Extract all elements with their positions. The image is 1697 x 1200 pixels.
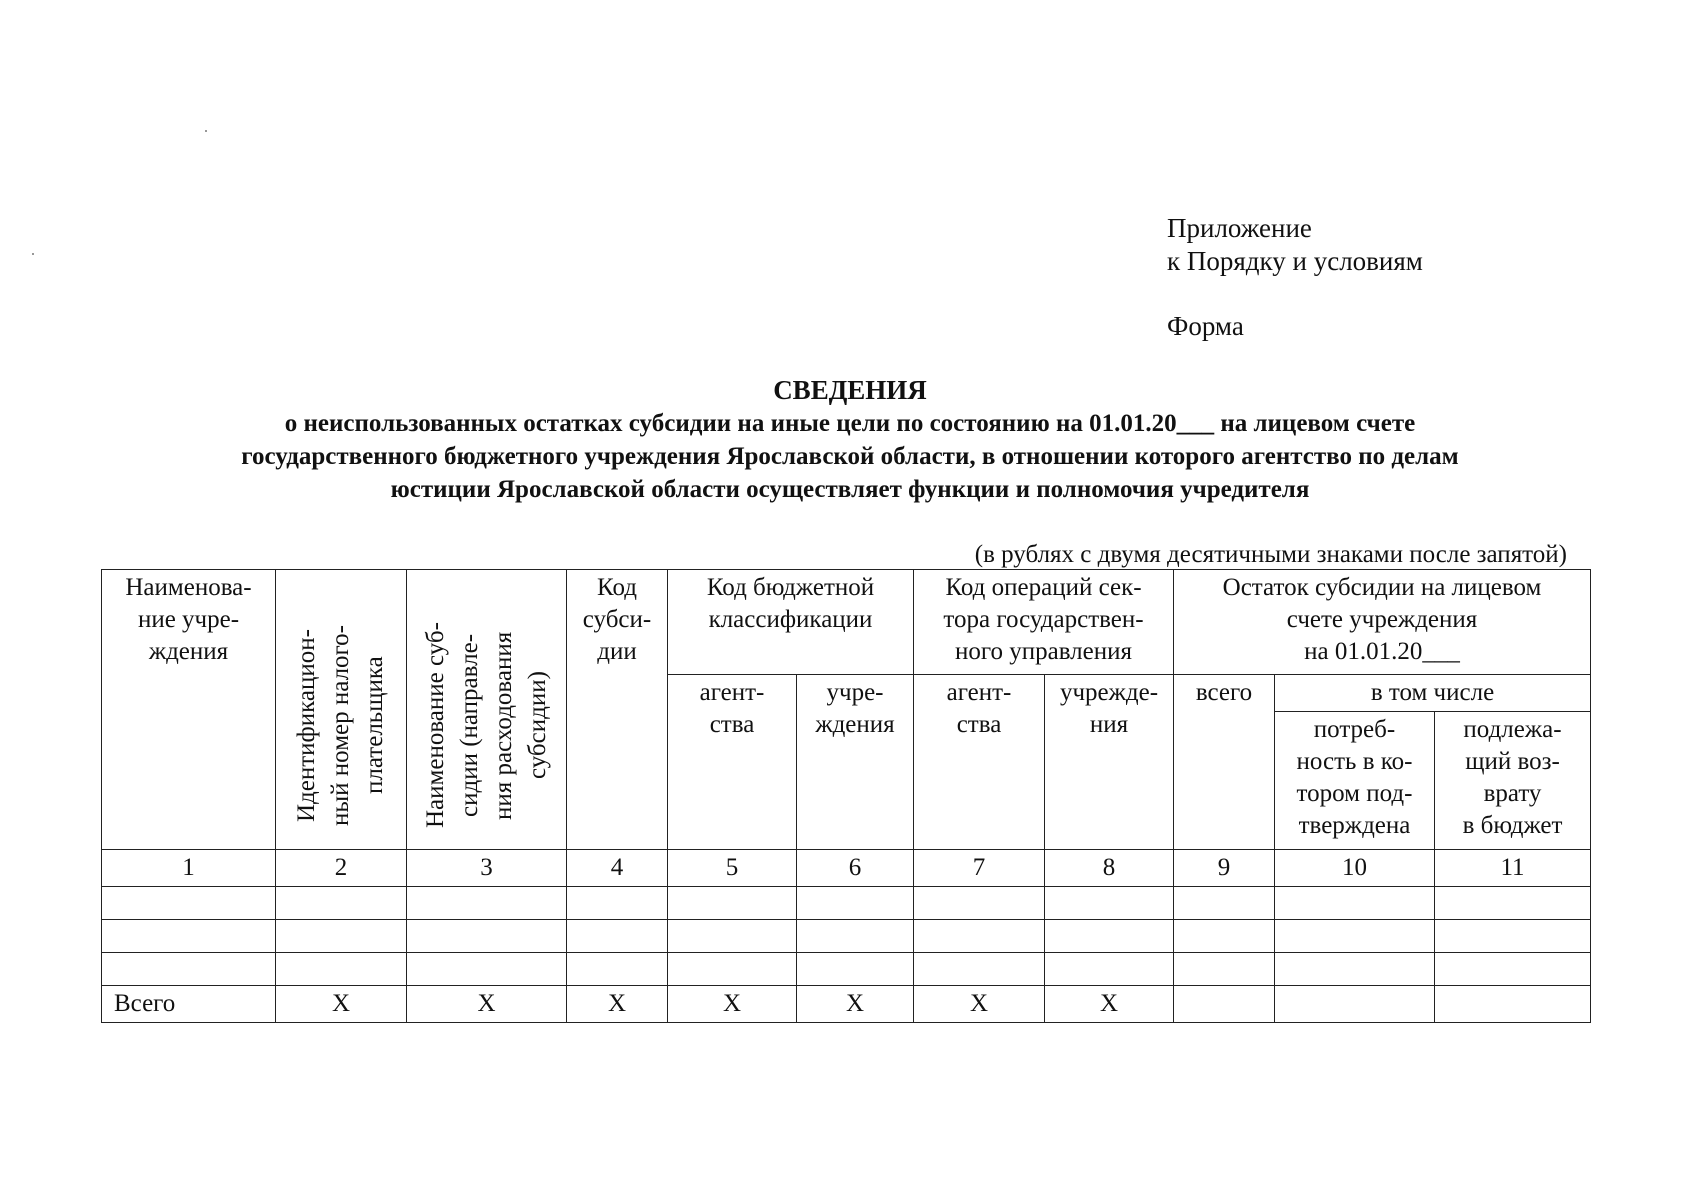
header-to-return: подлежа- щий воз- врату в бюджет xyxy=(1435,712,1591,850)
column-number: 5 xyxy=(668,850,797,887)
column-numbers-row xyxy=(102,850,1591,887)
table-row xyxy=(102,920,1591,953)
annex-title: Приложение xyxy=(1167,213,1312,243)
column-number: 9 xyxy=(1174,850,1275,887)
subsidy-balance-table xyxy=(101,569,1591,1023)
column-number: 8 xyxy=(1045,850,1174,887)
header-institution-name: Наименова- ние учре- ждения xyxy=(102,570,276,850)
total-cell xyxy=(1174,986,1275,1023)
header-budget-classification: Код бюджетной классификации xyxy=(668,570,914,675)
column-number: 2 xyxy=(276,850,407,887)
column-number: 11 xyxy=(1435,850,1591,887)
title-line-1: о неиспользованных остатках субсидии на иные цели по состоянию на 01.01.20___ на лицевом счете xyxy=(284,410,1416,437)
total-cell: Х xyxy=(567,986,668,1023)
total-cell xyxy=(1275,986,1435,1023)
table-row xyxy=(102,887,1591,920)
header-subsidy-code: Код субси- дии xyxy=(567,570,668,850)
units-note: (в рублях с двумя десятичными знаками после запятой) xyxy=(974,541,1567,568)
column-number: 7 xyxy=(914,850,1045,887)
header-subsidy-name-text: Наименование суб- сидии (направле- ния расходования субсидии) xyxy=(421,622,551,829)
total-cell: Х xyxy=(1045,986,1174,1023)
header-kosgu-institution: учрежде- ния xyxy=(1045,675,1174,850)
header-subsidy-name xyxy=(407,570,567,850)
annex-block xyxy=(1167,212,1423,343)
title-line-3: юстиции Ярославской области осуществляет функции и полномочия учредителя xyxy=(390,476,1310,503)
header-need-confirmed: потреб- ность в ко- тором под- тверждена xyxy=(1275,712,1435,850)
total-row xyxy=(102,986,1591,1023)
scan-speck xyxy=(32,253,34,255)
scan-speck xyxy=(205,130,207,132)
title-line-2: государственного бюджетного учреждения Ярославской области, в отношении которого агентство по делам xyxy=(241,443,1459,470)
column-number: 10 xyxy=(1275,850,1435,887)
form-label: Форма xyxy=(1167,311,1244,341)
annex-reference: к Порядку и условиям xyxy=(1167,246,1423,276)
total-cell: Х xyxy=(668,986,797,1023)
header-kosgu-agency: агент- ства xyxy=(914,675,1045,850)
header-inn xyxy=(276,570,407,850)
header-subsidy-balance: Остаток субсидии на лицевом счете учреждения на 01.01.20___ xyxy=(1174,570,1591,675)
total-cell: Х xyxy=(797,986,914,1023)
total-cell: Х xyxy=(276,986,407,1023)
document-title xyxy=(80,373,1620,506)
column-number: 1 xyxy=(102,850,276,887)
header-balance-total: всего xyxy=(1174,675,1275,850)
total-cell xyxy=(1435,986,1591,1023)
column-number: 3 xyxy=(407,850,567,887)
header-kbk-institution: учре- ждения xyxy=(797,675,914,850)
header-kbk-agency: агент- ства xyxy=(668,675,797,850)
total-label: Всего xyxy=(102,986,276,1023)
total-cell: Х xyxy=(407,986,567,1023)
total-cell: Х xyxy=(914,986,1045,1023)
column-number: 6 xyxy=(797,850,914,887)
table-row xyxy=(102,953,1591,986)
header-inn-text: Идентификацион- ный номер налого- плательщика xyxy=(293,625,388,827)
header-including: в том числе xyxy=(1275,675,1591,712)
title-main: СВЕДЕНИЯ xyxy=(773,375,927,405)
column-number: 4 xyxy=(567,850,668,887)
header-operations-code: Код операций сек- тора государствен- ного управления xyxy=(914,570,1174,675)
